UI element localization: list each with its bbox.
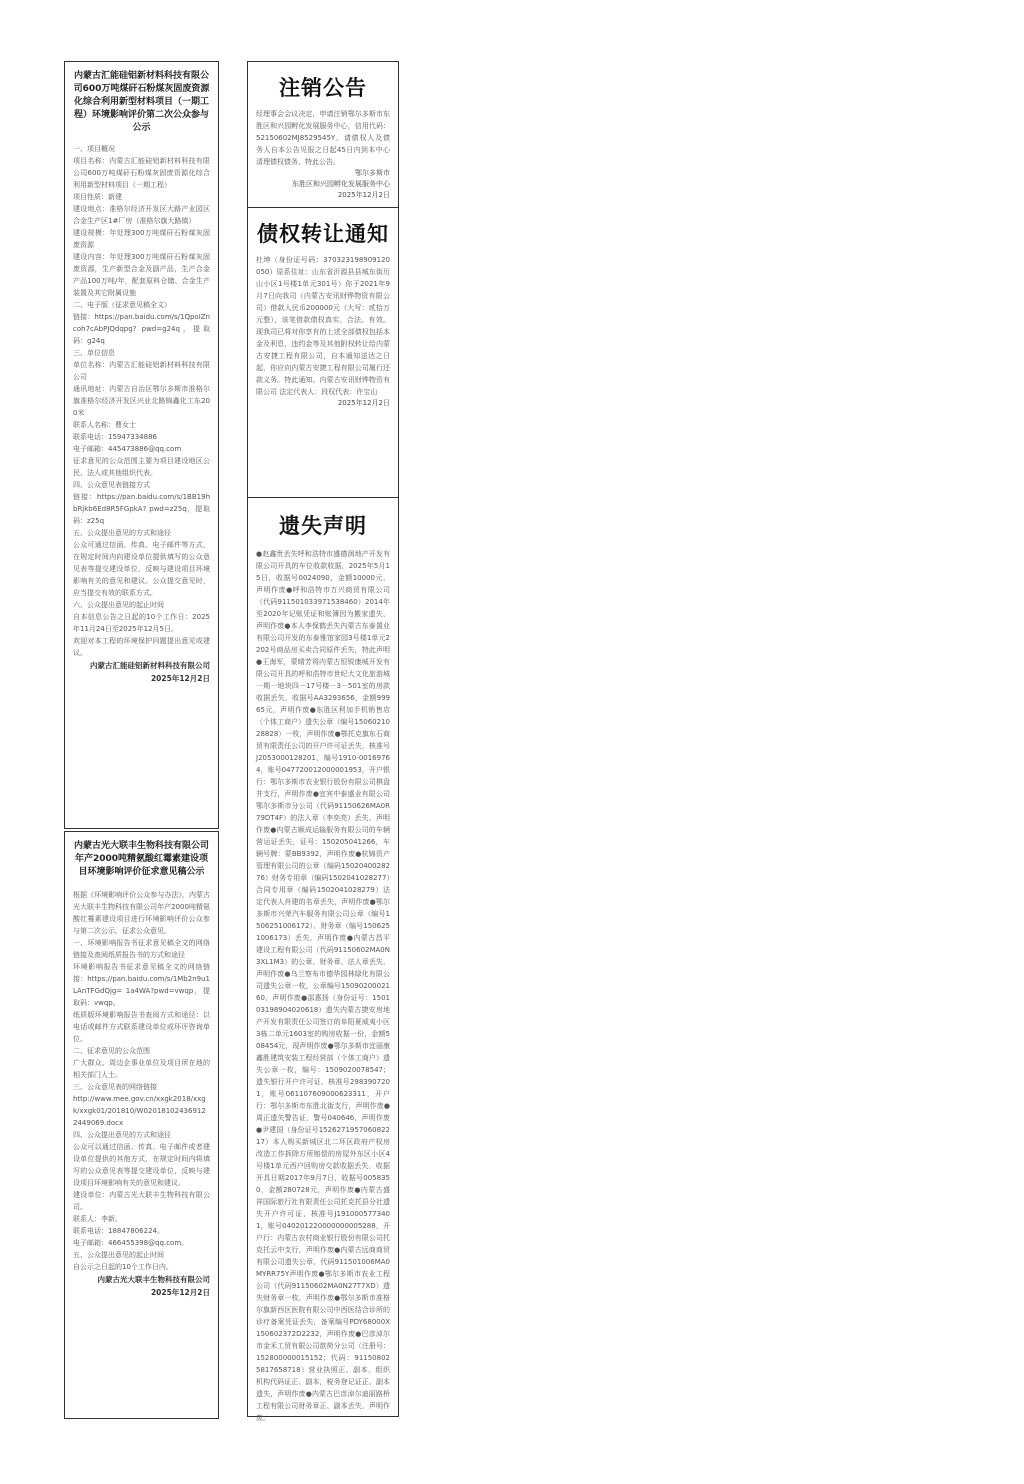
deregistration-signature: 鄂尔多斯市 东胜区和兴园孵化发展服务中心 2025年12月2日 (292, 169, 390, 199)
notice-huineng-eia (64, 61, 219, 829)
notice-title: 内蒙古汇能硅铝新材料科技有限公司600万吨煤矸石粉煤灰固废资源化综合利用新型材料项目（一期工程）环境影响评价第二次公众参与公示 (73, 71, 210, 133)
notice-signature: 内蒙古汇能硅铝新材料科技有限公司 2025年12月2日 (90, 661, 210, 683)
notice-guangda-eia (64, 831, 219, 1419)
notices-column (247, 61, 399, 1422)
debt-transfer-notice (248, 208, 398, 498)
debt-transfer-title: 债权转让通知 (257, 222, 389, 246)
debt-transfer-date: 2025年12月2日 (337, 399, 390, 407)
deregistration-notice (248, 62, 398, 208)
deregistration-body: 经理事会会议决定，申请注销鄂尔多斯市东胜区和兴园孵化发展服务中心，信用代码：52150602MJ8529545Y，请债权人及债务人自本公告见报之日起45日内到本中心清理债权债务。特此公告。 (256, 110, 390, 166)
loss-declaration-body: ●赵鑫贵丢失呼和浩特市盛德润地产开发有限公司开具的车位收款收据，2025年5月15日，收据号0024090，金额10000元，声明作废●呼和浩特市万兴商贸有限公司（代码911501033971538460）2014年至2020年记账凭证和账簿因为搬家遗失，声明作废●本人李保鹤丢失内蒙古东泰置业有限公司开发的东泰雅馆家园3号楼1单元2202号商品房买卖合同原件丢失，特此声明●王海军，蒙晴芳将内蒙古恒锐康城开发有限公司开具的呼和浩特市世纪大文化旅游城一期一地块四－17号楼－3－501室的房款收据丢失，收据号AA3293656，金额99965元，声明作废●东胜区利加手机销售店（个体工商户）遗失公章（编号1506021028828）一枚，声明作废●鄂托克旗东石商贸有限责任公司的开户许可证丢失，核准号J2053000128201，编号1910-00169764，账号047720012000001953，开户银行：鄂尔多斯市农业银行股份有限公司棋盘井支行，声明作废●宜宾中泰盛业有限公司鄂尔多斯市分公司（代码91150626MA0R79DT4F）的法人章（李奕亮）丢失，声明作废●内蒙古顺成运输服务有限公司的车辆营运证丢失，证号：150205041266，车辆号牌：蒙BB9392，声明作废●杭锦资产管理有限公司的公章（编码1502040028276）财务专用章（编码1502041028277）合同专用章（编码1502041028279）法定代表人肖建的名章丢失，声明作废●鄂尔多斯市兴荣汽车服务有限公司公章（编号1506251006172）、财务章（编号1506251006173）丢失，声明作废●内蒙古昌平建设工程有限公司（代码91150602MA0N3XL1M3）的公章、财务章、法人章丢失，声明作废●乌兰察布市德华园林绿化有限公司遗失公章一枚，公章编号1509020002160，声明作废●邵惠扬（身份证号：150103198904020618）遗失内蒙古捷安房地产开发有限责任公司签订的阜阳夏威夷小区3栋二单元1603室的购房收据一份，金额508454元，现声明作废●鄂尔多斯市宜丽康鑫胜建筑安装工程经营部（个体工商户）遗失公章一枚，编号：1509020078547；遗失银行开户许可证，核准号2983907201，账号061107609000623311，开户行：鄂尔多斯市东胜北街支行，声明作废●周正遗失警告证，警号040646，声明作废●尹建国（身份证号152627195706082217）本人购买新城区北二环区政府产权房改造工作拆除方所赔偿的房屋外东区小区4号楼1单元西户回购房交款收据丢失，收据开具日期2017年9月7日，收据号0058350，金额280728元，声明作废●内蒙古盛祥国际旅行社有限责任公司托克托县分社遗失开户许可证，核准号J1910005773401，账号040201220000000005288，开户行：内蒙古农村商业银行股份有限公司托克托云中支行，声明作废●内蒙古远商商贸有限公司遗失公章，代码911501006MA0MYRR75Y声明作废●鄂尔多斯市农业工程公司（代码91150602MA0N27T7XD）遗失财务章一枚，声明作废●鄂尔多斯市准格尔旗新西区医院有限公司中西医结合诊所的诊疗备案凭证丢失，备案编号PDY68000X150602372D2232，声明作废●巴彦淖尔市金禾工贸有限公司歆荷分公司（注册号：152800000015152；代码：911508025817658718）营业执照正、副本，组织机构代码证正、副本，税务登记证正、副本遗失，声明作废●内蒙古巴彦淖尔迪丽路桥工程有限公司财务章正、副本丢失，声明作废。 (256, 550, 390, 1422)
deregistration-title: 注销公告 (279, 76, 367, 100)
debt-transfer-body: 杜坤（身份证号码：370323198909120050）原系住址：山东省沂源县县城东街历山小区1号楼1单元301号）你于2021年9月7日向我司（内蒙古安讯财铧物资有限公司）借款人民币200000元（大写：贰拾万元整），该笔借款债权真实、合法、有效。现我司已将对你享有的上述全部债权包括本金及利息，违约金等及其他附权转让给内蒙古安捷工程有限公司，自本通知送达之日起，你应向内蒙古安捷工程有限公司履行还款义务。特此通知。内蒙古安讯财铧物资有限公司 法定代表人：段权代表：许宝山 (256, 256, 390, 396)
notice-body: 一、项目概况 项目名称：内蒙古汇能硅铝新材料科技有限公司600万吨煤矸石粉煤灰固废资源化综合利用新型材料项目（一期工程） 项目性质：新建 建设地点：准格尔经济开发区大路产业园区合金生产区1#厂房（准格尔旗大路镇） 建设规模：年处理300万吨煤矸石粉煤灰固废资源 建设内容：年处理300万吨煤矸石粉煤灰固废资源，生产新型合金及副产品，生产合金产品100万吨/年，配套原料仓储、合金生产装置及其它附属设施 二、电子版（征求意见稿全文） 链接：https://pan.baidu.com/s/1QpoIZncoh7cAbPJQdqpg? pwd=g24q，提取码：g24q 三、单位信息 单位名称：内蒙古汇能硅铝新材料科技有限公司 通讯地址：内蒙古自治区鄂尔多斯市准格尔旗准格尔经济开发区兴业北路锦鑫化工东200米 联系人名称：曹女士 联系电话：15947334886 电子邮箱：445473886@qq.com 征求意见的公众范围主要为项目建设地区公民、法人或其他组织代表。 四、公众意见表链接方式 链接：https://pan.baidu.com/s/1BB19hbRjkb6Ed8R5FGpkA? pwd=z25q，提取码：z25q 五、公众提出意见的方式和途径 公众可通过信函、传真、电子邮件等方式，在规定时间内向建设单位提供填写的公众意见表等提交建设单位，反映与建设项目环境影响有关的意见和建议。公众提交意见时，应当提交有效的联系方式。 六、公众提出意见的起止时间 自本信息公告之日起的10个工作日：2025年11月24日至2025年12月5日。 欢迎对本工程的环境保护问题提出意见或建议。 (73, 145, 210, 657)
notice-signature: 内蒙古光大联丰生物科技有限公司 2025年12月2日 (97, 1275, 210, 1297)
loss-declaration-title: 遗失声明 (279, 514, 367, 538)
notice-title: 内蒙古光大联丰生物科技有限公司年产2000吨精氨酸红霉素建设项目环境影响评价征求意见稿公示 (73, 841, 209, 877)
notice-body: 根据《环境影响评价公众参与办法》，内蒙古光大联丰生物科技有限公司年产2000吨精氨酸红霉素建设项目进行环境影响评价公众参与第二次公示，征求公众意见。 一、环境影响报告书征求意见稿全文的网络链接及查阅纸质报告书的方式和途径 环境影响报告书征求意见稿全文的网络链接：https://pan.baidu.com/s/1Mb2n9u1LAnTFGdQjg= 1a4WA?pwd=vwqp，提取码：vwqp。 纸质版环境影响报告书查阅方式和途径：以电话或邮件方式联系建设单位或环评咨询单位。 二、征求意见的公众范围 广大群众、周边企事业单位及项目所在地的相关部门人士。 三、公众意见表的网络链接 http://www.mee.gov.cn/xxgk2018/xxgk/xxgk01/201810/W020181024369122449069.docx 四、公众提出意见的方式和途径 公众可以通过信函、传真、电子邮件或者建设单位提供的其他方式，在规定时间内将填写的公众意见表等提交建设单位，反映与建设项目环境影响有关的意见和建议。 建设单位：内蒙古光大联丰生物科技有限公司。 联系人：李新。 联系电话：18847806224。 电子邮箱：466455398@qq.com。 五、公众提出意见的起止时间 自公示之日起的10个工作日内。 (73, 891, 210, 1271)
loss-declaration (248, 498, 398, 1422)
